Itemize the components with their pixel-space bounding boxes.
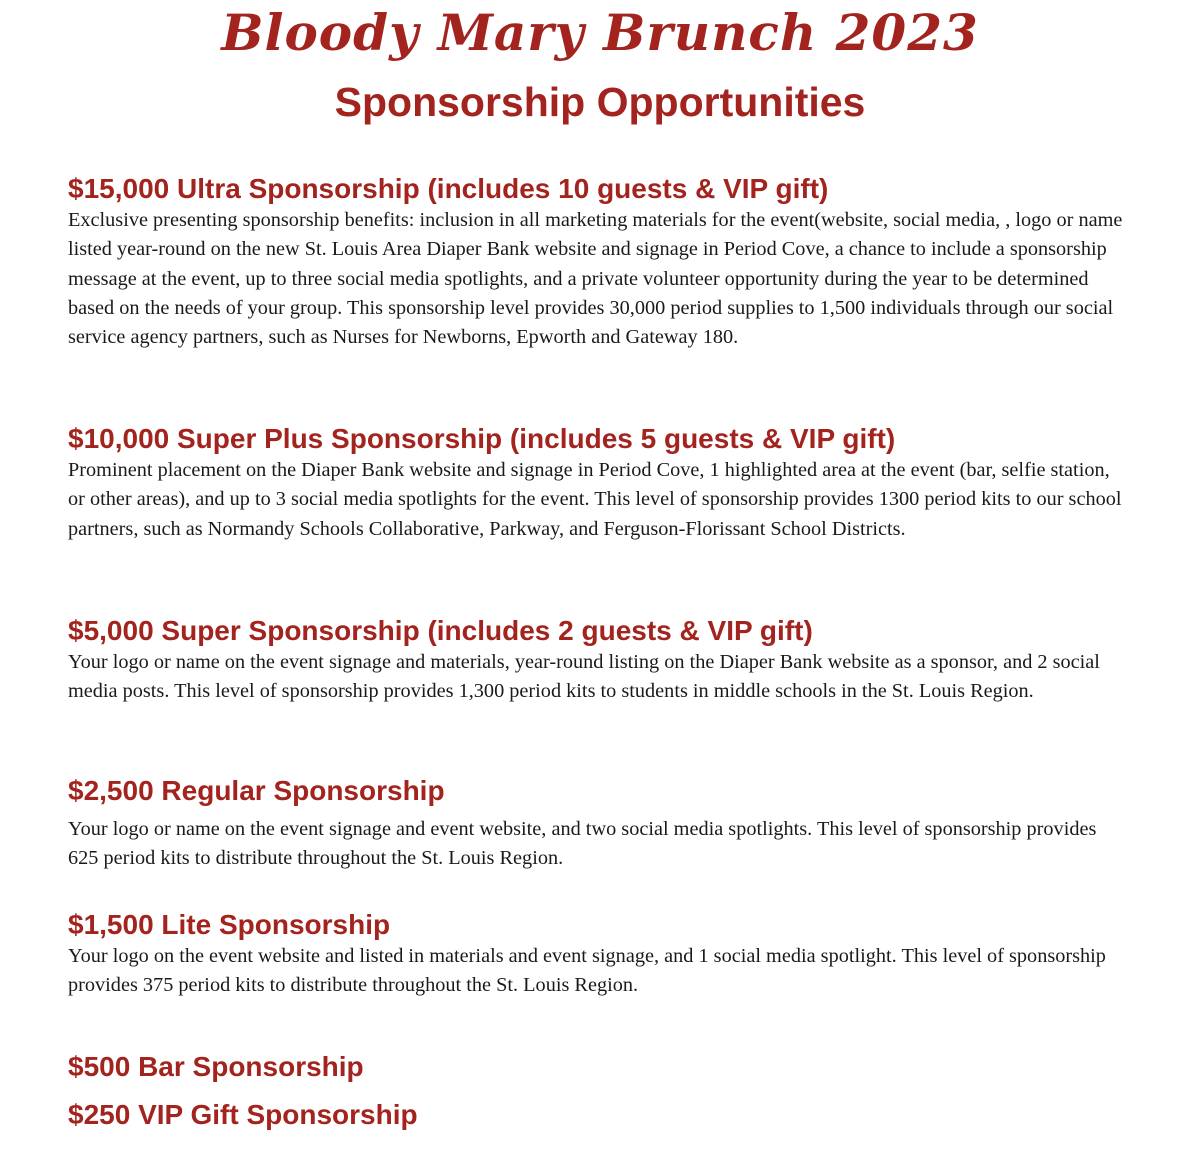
- page-title: Bloody Mary Brunch 2023: [221, 3, 979, 62]
- tier-heading: $10,000 Super Plus Sponsorship (includes 5 guests & VIP gift): [68, 423, 896, 454]
- tier-heading: $5,000 Super Sponsorship (includes 2 guests & VIP gift): [68, 615, 813, 646]
- tier-description: Your logo on the event website and listed in materials and event signage, and 1 social media spotlight. This level of sponsorship provides 375 period kits to distribute throughout the St. Louis Region.: [68, 945, 1106, 997]
- tier-description: Your logo or name on the event signage and materials, year-round listing on the Diaper Bank website as a sponsor, and 2 social media posts. This level of sponsorship provides 1,300 period kits to students in middle schools in the St. Louis Region.: [68, 651, 1100, 703]
- tier-heading: $500 Bar Sponsorship: [68, 1051, 364, 1082]
- sponsorship-tier-bar: [68, 1050, 1128, 1084]
- page-subtitle: Sponsorship Opportunities: [334, 79, 866, 125]
- sponsorship-tier-regular: [68, 774, 1128, 874]
- sponsorship-tier-lite: [68, 908, 1128, 1001]
- sponsorship-tier-ultra: [68, 172, 1128, 352]
- tier-heading: $1,500 Lite Sponsorship: [68, 909, 391, 940]
- tier-description: Your logo or name on the event signage and event website, and two social media spotlights. This level of sponsorship provides 625 period kits to distribute throughout the St. Louis Region.: [68, 818, 1097, 870]
- tier-heading: $250 VIP Gift Sponsorship: [68, 1099, 418, 1130]
- tier-heading: $15,000 Ultra Sponsorship (includes 10 guests & VIP gift): [68, 173, 829, 204]
- sponsorship-tier-vip-gift: [68, 1098, 1128, 1132]
- sponsorship-tier-super-plus: [68, 422, 1128, 544]
- tier-heading: $2,500 Regular Sponsorship: [68, 775, 445, 806]
- tier-description: Exclusive presenting sponsorship benefits: inclusion in all marketing materials for the event(website, social media, , logo or name listed year-round on the new St. Louis Area Diaper Bank website and signage in Period Cove, a chance to include a sponsorship message at the event, up to three social media spotlights, and a private volunteer opportunity during the year to be determined based on the needs of your group. This sponsorship level provides 30,000 period supplies to 1,500 individuals through our social service agency partners, such as Nurses for Newborns, Epworth and Gateway 180.: [68, 209, 1123, 349]
- sponsorship-tier-super: [68, 614, 1128, 707]
- tier-description: Prominent placement on the Diaper Bank website and signage in Period Cove, 1 highlighted area at the event (bar, selfie station, or other areas), and up to 3 social media spotlights for the event. This level of sponsorship provides 1300 period kits to our school partners, such as Normandy Schools Collaborative, Parkway, and Ferguson-Florissant School Districts.: [68, 459, 1122, 540]
